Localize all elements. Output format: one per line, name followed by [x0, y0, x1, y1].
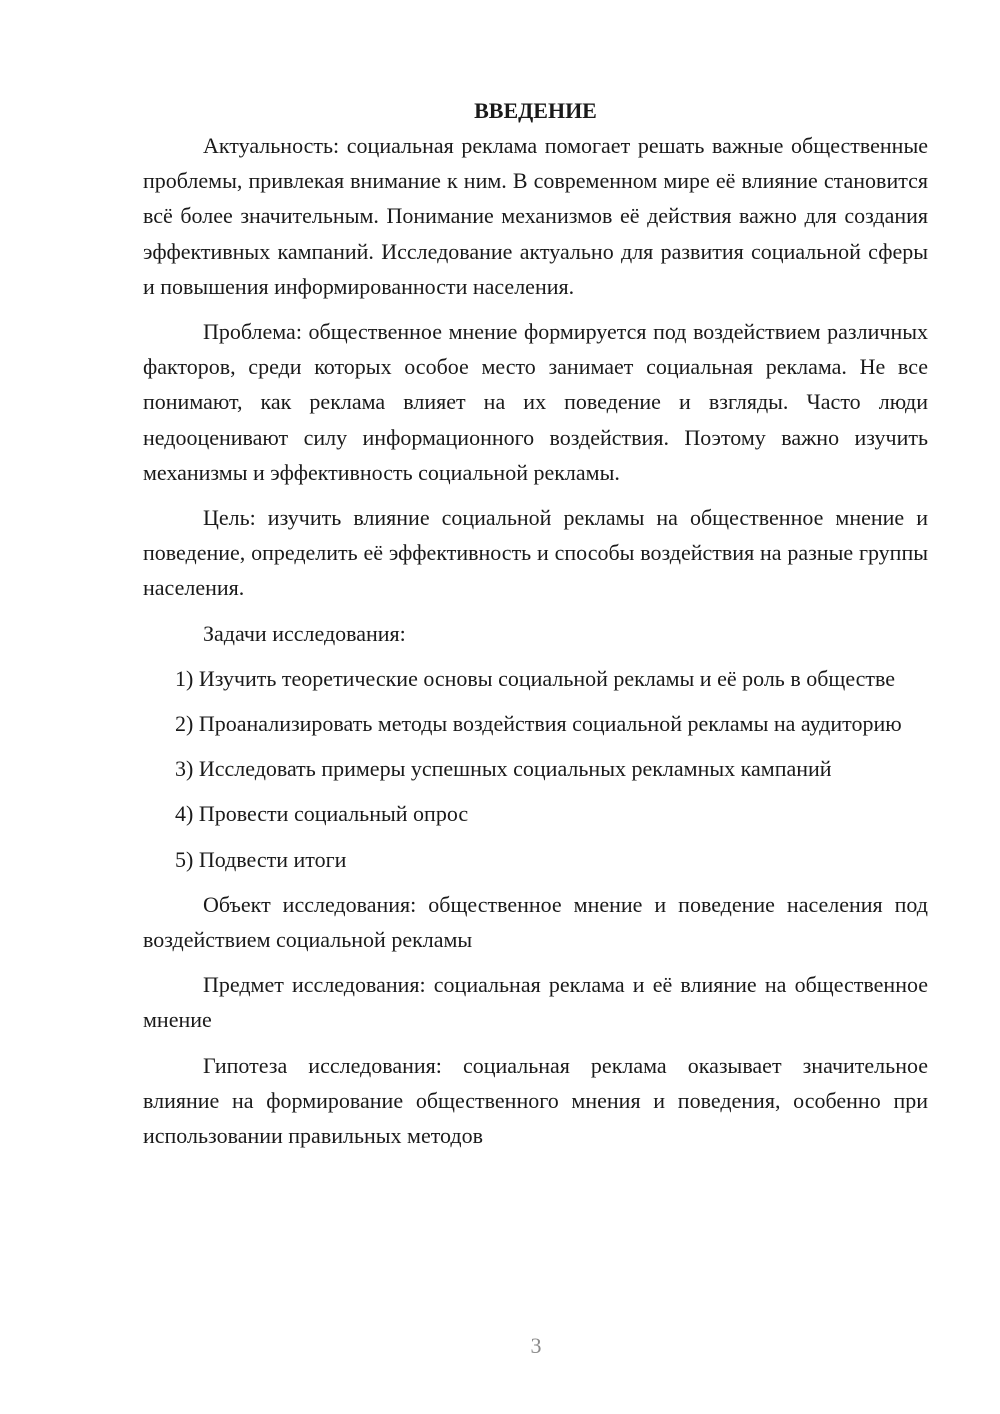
paragraph-hypothesis: Гипотеза исследования: социальная реклама оказывает значительное влияние на формирование общественного мнения и поведения, особенно при использовании правильных методов — [143, 1052, 928, 1149]
task-item-1: 1) Изучить теоретические основы социальной рекламы и её роль в обществе — [175, 665, 896, 691]
task-item-5: 5) Подвести итоги — [175, 846, 347, 872]
document-title: ВВЕДЕНИЕ — [474, 98, 597, 123]
paragraph-problem: Проблема: общественное мнение формируется под воздействием различных факторов, среди которых особое место занимает социальная реклама. Не все понимают, как реклама влияет на их поведение и взгляды. Часто люди недооценивают силу информационного воздействия. Поэтому важно изучить механизмы и эффективность социальной рекламы. — [143, 319, 928, 485]
task-item-2: 2) Проанализировать методы воздействия социальной рекламы на аудиторию — [175, 711, 902, 737]
paragraph-goal: Цель: изучить влияние социальной рекламы на общественное мнение и поведение, определить её эффективность и способы воздействия на разные группы населения. — [143, 505, 928, 601]
page-number: 3 — [530, 1333, 542, 1358]
paragraph-subject: Предмет исследования: социальная реклама и её влияние на общественное мнение — [143, 972, 928, 1033]
paragraph-object: Объект исследования: общественное мнение и поведение населения под воздействием социальной рекламы — [143, 891, 928, 953]
tasks-heading: Задачи исследования: — [203, 620, 406, 646]
task-item-3: 3) Исследовать примеры успешных социальных рекламных кампаний — [175, 756, 832, 782]
paragraph-relevance: Актуальность: социальная реклама помогает решать важные общественные проблемы, привлекая внимание к ним. В современном мире её влияние становится всё более значительным. Понимание механизмов её действия важно для создания эффективных кампаний. Исследование актуально для развития социальной сферы и повышения информированности населения. — [143, 133, 928, 299]
task-item-4: 4) Провести социальный опрос — [175, 801, 469, 827]
page-content — [143, 93, 928, 1153]
